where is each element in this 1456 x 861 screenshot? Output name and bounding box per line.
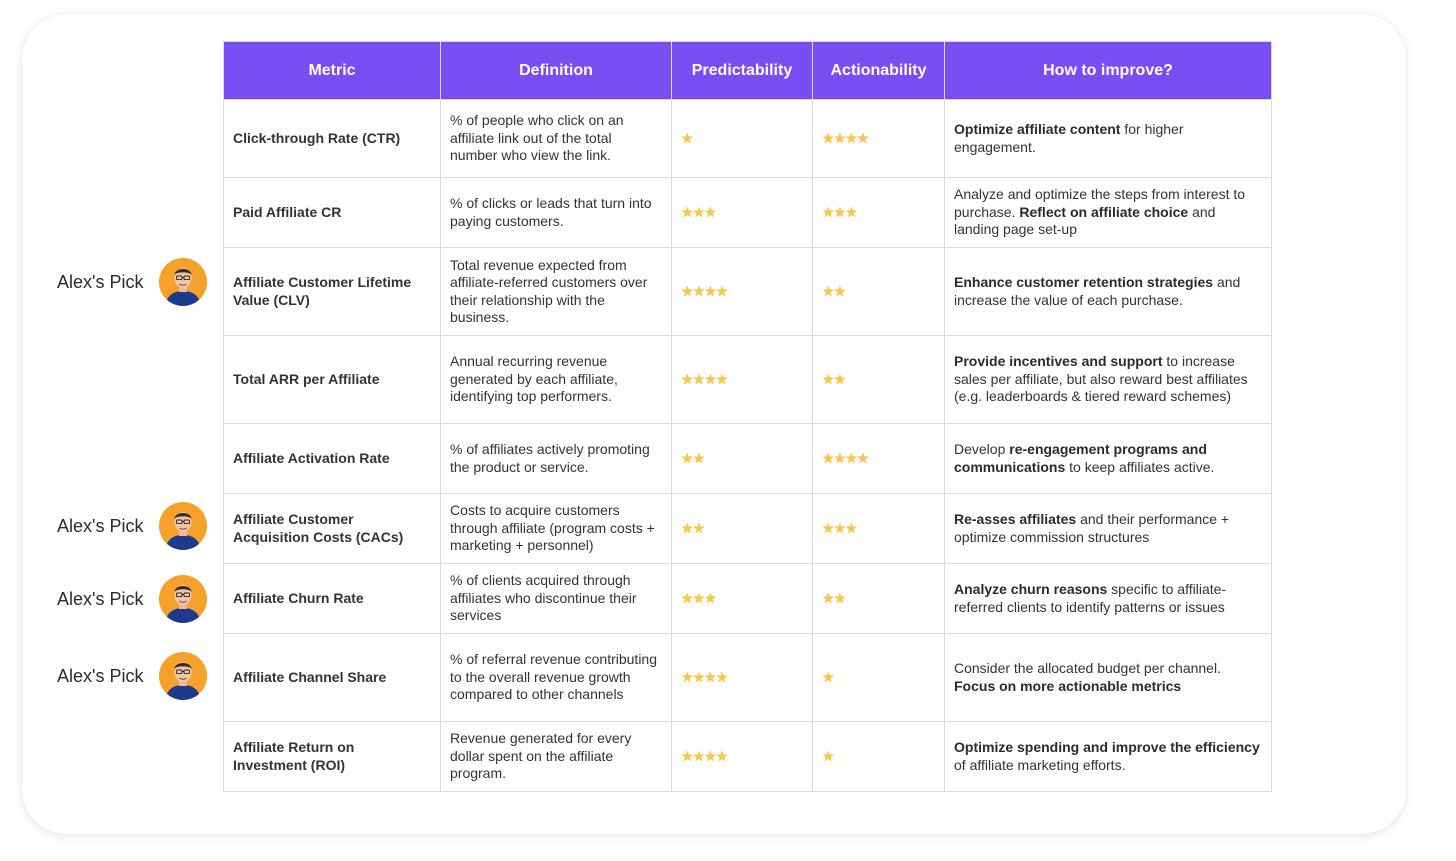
improve-pre: Develop	[954, 441, 1010, 457]
star-icon: ★	[833, 370, 846, 387]
actionability-stars	[813, 424, 945, 494]
predictability-stars	[672, 100, 813, 178]
metric-cell: Affiliate Customer Lifetime Value (CLV)	[224, 248, 441, 336]
improve-cell	[945, 424, 1272, 494]
improve-bold: Optimize affiliate content	[954, 121, 1121, 137]
improve-cell	[945, 494, 1272, 564]
actionability-stars	[813, 722, 945, 792]
predictability-stars	[672, 178, 813, 248]
actionability-stars	[813, 494, 945, 564]
star-icon: ★	[704, 370, 716, 387]
star-icon: ★	[822, 449, 834, 466]
table-row	[224, 248, 1272, 336]
star-icon: ★	[692, 519, 705, 536]
star-icon: ★	[704, 282, 716, 299]
star-icon: ★	[856, 449, 869, 466]
actionability-stars	[813, 564, 945, 634]
improve-text: of affiliate marketing efforts.	[954, 756, 1126, 773]
avatar-icon	[159, 502, 207, 550]
improve-text: and landing page set-up	[954, 203, 1216, 238]
definition-cell: % of clients acquired through affiliates who discontinue their services	[441, 564, 672, 634]
pick-label: Alex's Pick	[57, 515, 144, 536]
table-row	[224, 336, 1272, 424]
improve-bold: Analyze churn reasons	[954, 581, 1108, 597]
table-row	[224, 494, 1272, 564]
table-row	[224, 634, 1272, 722]
definition-cell: % of clicks or leads that turn into paying customers.	[441, 178, 672, 248]
table-row	[224, 100, 1272, 178]
improve-text: and their performance + optimize commission structures	[954, 511, 1230, 545]
star-icon: ★	[822, 282, 834, 299]
definition-cell: Total revenue expected from affiliate-referred customers over their relationship with the business.	[441, 248, 672, 336]
metric-cell: Affiliate Return on Investment (ROI)	[224, 722, 441, 792]
table-header	[224, 42, 1272, 100]
star-icon: ★	[822, 747, 834, 764]
star-icon: ★	[681, 747, 693, 764]
star-icon: ★	[833, 519, 846, 536]
improve-bold: Optimize spending and improve the efficiency	[954, 739, 1260, 755]
star-icon: ★	[692, 668, 705, 685]
star-icon: ★	[845, 203, 857, 220]
star-icon: ★	[833, 449, 846, 466]
star-icon: ★	[822, 370, 834, 387]
improve-bold: Reflect on affiliate choice	[1019, 203, 1189, 220]
improve-bold: Focus on more actionable metrics	[954, 677, 1182, 694]
improve-cell	[945, 100, 1272, 178]
improve-cell	[945, 336, 1272, 424]
alex-pick-clv	[57, 258, 207, 306]
star-icon: ★	[856, 129, 869, 146]
star-icon: ★	[704, 589, 716, 606]
star-icon: ★	[681, 203, 693, 220]
star-icon: ★	[715, 668, 728, 685]
improve-cell	[945, 564, 1272, 634]
predictability-stars	[672, 722, 813, 792]
actionability-stars	[813, 100, 945, 178]
picks-column	[0, 0, 230, 861]
star-icon: ★	[681, 449, 693, 466]
actionability-stars	[813, 634, 945, 722]
star-icon: ★	[692, 203, 705, 220]
metric-cell: Total ARR per Affiliate	[224, 336, 441, 424]
star-icon: ★	[845, 449, 857, 466]
predictability-stars	[672, 494, 813, 564]
header-how-to-improve: How to improve?	[945, 42, 1272, 100]
definition-cell: Annual recurring revenue generated by each affiliate, identifying top performers.	[441, 336, 672, 424]
star-icon: ★	[715, 370, 728, 387]
star-icon: ★	[822, 519, 834, 536]
star-icon: ★	[822, 589, 834, 606]
improve-cell	[945, 634, 1272, 722]
star-icon: ★	[845, 519, 857, 536]
improve-bold: re-engagement programs and communications	[954, 441, 1207, 475]
pick-label: Alex's Pick	[57, 588, 144, 609]
metric-cell: Affiliate Activation Rate	[224, 424, 441, 494]
metric-cell: Affiliate Customer Acquisition Costs (CACs)	[224, 494, 441, 564]
metrics-table	[223, 41, 1272, 792]
improve-cell	[945, 178, 1272, 248]
star-icon: ★	[845, 129, 857, 146]
table-row	[224, 722, 1272, 792]
definition-cell: Costs to acquire customers through affiliate (program costs + marketing + personnel)	[441, 494, 672, 564]
table-row	[224, 424, 1272, 494]
improve-text: specific to affiliate-referred clients to identify patterns or issues	[954, 581, 1227, 615]
star-icon: ★	[681, 282, 693, 299]
star-icon: ★	[692, 449, 705, 466]
predictability-stars	[672, 424, 813, 494]
star-icon: ★	[704, 668, 716, 685]
alex-pick-channel-share	[57, 652, 207, 700]
definition-cell: Revenue generated for every dollar spent on the affiliate program.	[441, 722, 672, 792]
star-icon: ★	[692, 282, 705, 299]
metric-cell: Affiliate Churn Rate	[224, 564, 441, 634]
table-row	[224, 564, 1272, 634]
header-row	[224, 42, 1272, 100]
star-icon: ★	[833, 282, 846, 299]
improve-bold: Provide incentives and support	[954, 353, 1163, 370]
definition-cell: % of referral revenue contributing to the overall revenue growth compared to other channels	[441, 634, 672, 722]
star-icon: ★	[715, 747, 728, 764]
actionability-stars	[813, 178, 945, 248]
star-icon: ★	[822, 129, 834, 146]
star-icon: ★	[822, 203, 834, 220]
avatar-icon	[159, 258, 207, 306]
star-icon: ★	[833, 589, 846, 606]
actionability-stars	[813, 248, 945, 336]
predictability-stars	[672, 564, 813, 634]
improve-cell	[945, 248, 1272, 336]
header-metric: Metric	[224, 42, 441, 100]
header-definition: Definition	[441, 42, 672, 100]
definition-cell: % of people who click on an affiliate link out of the total number who view the link.	[441, 100, 672, 178]
alex-pick-churn	[57, 575, 207, 623]
star-icon: ★	[833, 129, 846, 146]
table-body	[224, 100, 1272, 792]
star-icon: ★	[692, 747, 705, 764]
predictability-stars	[672, 336, 813, 424]
metric-cell: Affiliate Channel Share	[224, 634, 441, 722]
header-actionability: Actionability	[813, 42, 945, 100]
metric-cell: Paid Affiliate CR	[224, 178, 441, 248]
improve-bold: Enhance customer retention strategies	[954, 274, 1214, 290]
predictability-stars	[672, 248, 813, 336]
star-icon: ★	[681, 370, 693, 387]
star-icon: ★	[681, 589, 693, 606]
star-icon: ★	[681, 519, 693, 536]
improve-text: to keep affiliates active.	[1065, 458, 1215, 475]
predictability-stars	[672, 634, 813, 722]
pick-label: Alex's Pick	[57, 665, 144, 686]
star-icon: ★	[681, 668, 693, 685]
header-predictability: Predictability	[672, 42, 813, 100]
star-icon: ★	[704, 747, 716, 764]
star-icon: ★	[715, 282, 728, 299]
definition-cell: % of affiliates actively promoting the product or service.	[441, 424, 672, 494]
actionability-stars	[813, 336, 945, 424]
improve-cell	[945, 722, 1272, 792]
star-icon: ★	[704, 203, 716, 220]
improve-bold: Re-asses affiliates	[954, 511, 1077, 527]
star-icon: ★	[822, 668, 834, 685]
improve-text: and increase the value of each purchase.	[954, 274, 1241, 308]
improve-text: for higher engagement.	[954, 121, 1184, 155]
alex-pick-cac	[57, 502, 207, 550]
star-icon: ★	[681, 129, 693, 146]
avatar-icon	[159, 575, 207, 623]
improve-pre: Consider the allocated budget per channel.	[954, 660, 1221, 676]
metric-cell: Click-through Rate (CTR)	[224, 100, 441, 178]
star-icon: ★	[692, 370, 705, 387]
star-icon: ★	[833, 203, 846, 220]
avatar-icon	[159, 652, 207, 700]
table-row	[224, 178, 1272, 248]
star-icon: ★	[692, 589, 705, 606]
improve-pre: Analyze and optimize the steps from interest to purchase.	[954, 186, 1246, 220]
improve-text: to increase sales per affiliate, but also reward best affiliates (e.g. leaderboards & tiered reward schemes)	[954, 353, 1248, 405]
pick-label: Alex's Pick	[57, 271, 144, 292]
